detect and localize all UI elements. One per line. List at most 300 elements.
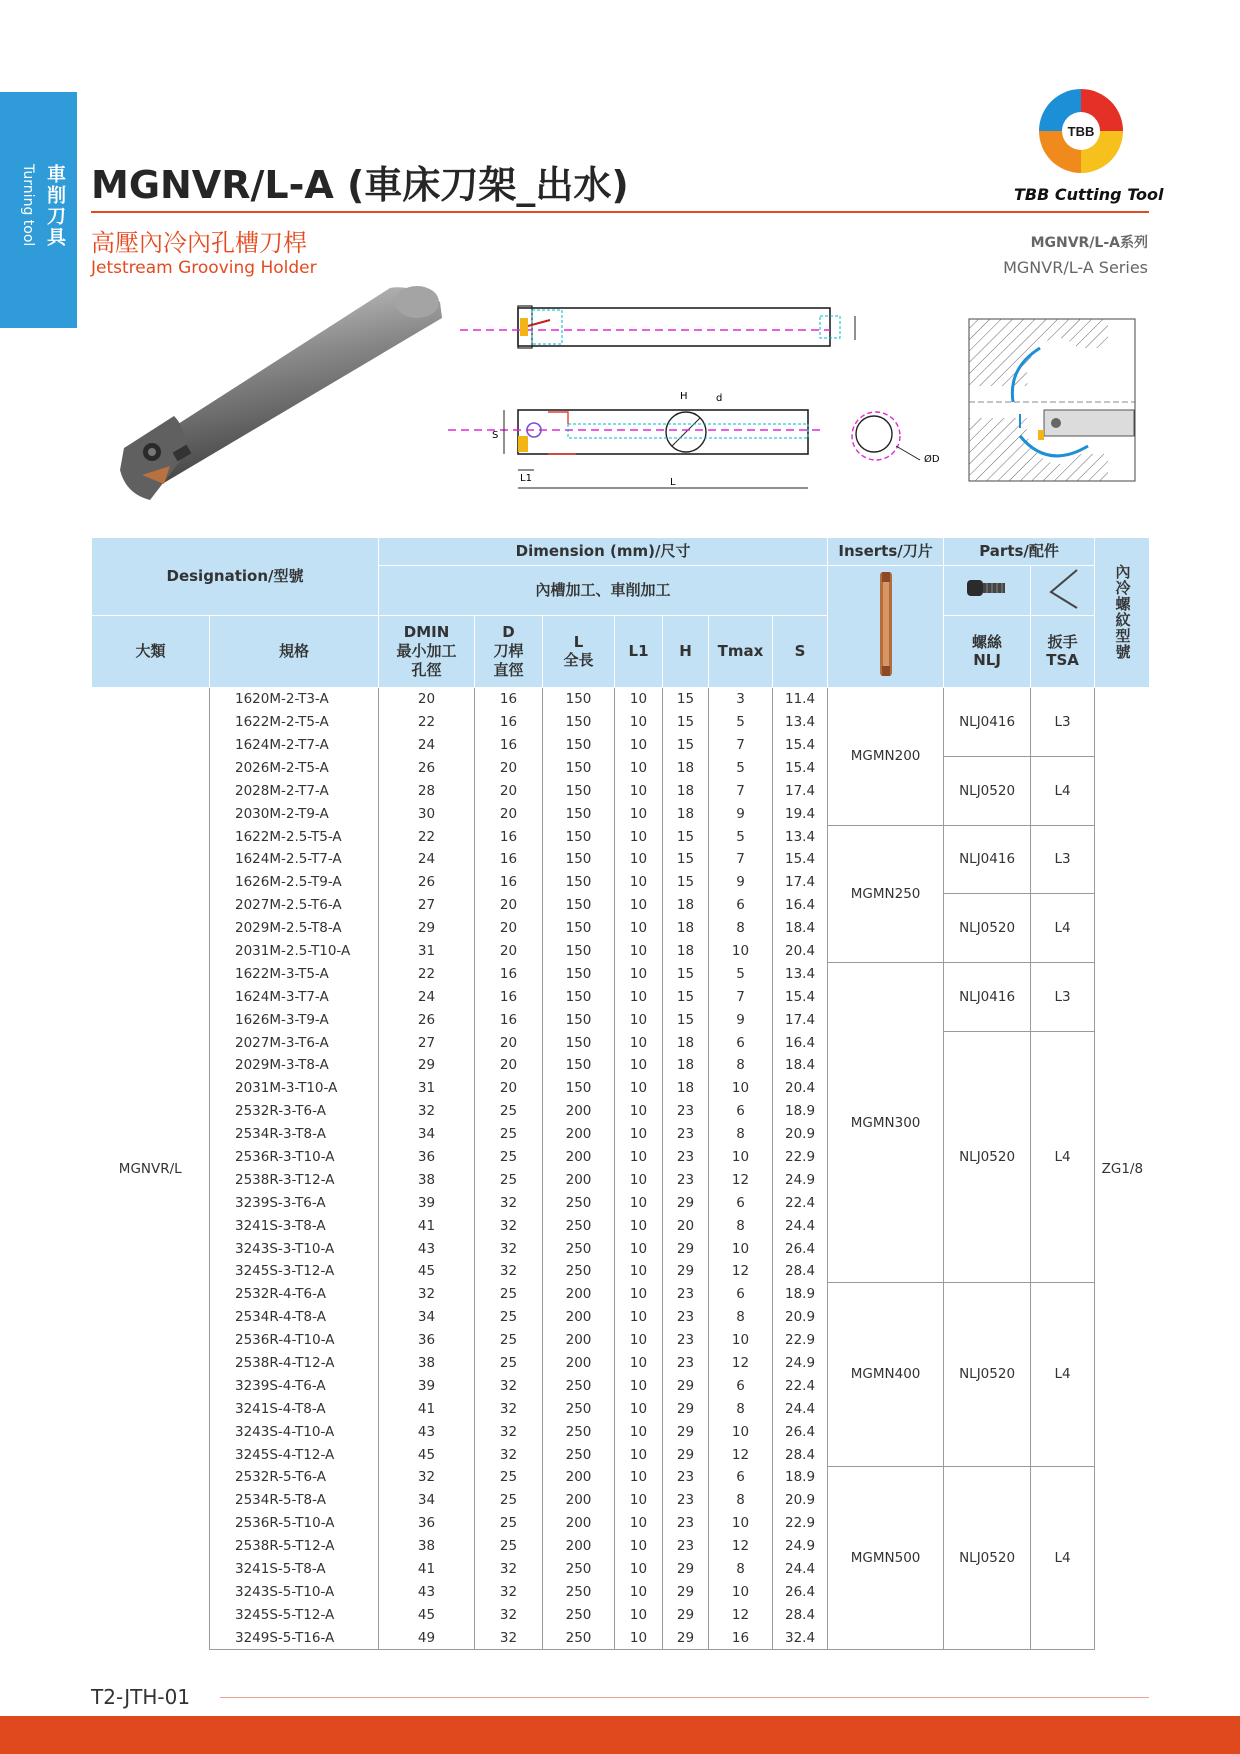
cell-tmax: 6 xyxy=(709,1374,773,1397)
cell-tmax: 10 xyxy=(709,1077,773,1100)
cell-code: 1626M-3-T9-A xyxy=(210,1008,379,1031)
cell-s: 18.9 xyxy=(773,1283,828,1306)
cell-code: 1620M-2-T3-A xyxy=(210,687,379,710)
cell-h: 15 xyxy=(663,687,709,710)
cell-tmax: 12 xyxy=(709,1535,773,1558)
wrench-cell: L4 xyxy=(1031,1031,1095,1283)
cell-s: 17.4 xyxy=(773,871,828,894)
cell-tmax: 12 xyxy=(709,1260,773,1283)
cell-d: 20 xyxy=(475,756,543,779)
header-designation: Designation/型號 xyxy=(92,538,379,616)
header-tmax: Tmax xyxy=(709,615,773,687)
cell-dmin: 41 xyxy=(379,1397,475,1420)
cell-l: 200 xyxy=(543,1283,615,1306)
cell-d: 32 xyxy=(475,1260,543,1283)
cell-l1: 10 xyxy=(615,779,663,802)
screw-cell: NLJ0520 xyxy=(944,894,1031,963)
cell-code: 2534R-5-T8-A xyxy=(210,1489,379,1512)
cell-dmin: 49 xyxy=(379,1626,475,1649)
cell-tmax: 10 xyxy=(709,1237,773,1260)
cell-l: 150 xyxy=(543,940,615,963)
header-inserts: Inserts/刀片 xyxy=(828,538,944,566)
cell-tmax: 5 xyxy=(709,962,773,985)
cell-l: 250 xyxy=(543,1580,615,1603)
cell-code: 2030M-2-T9-A xyxy=(210,802,379,825)
cell-dmin: 34 xyxy=(379,1306,475,1329)
cell-tmax: 10 xyxy=(709,1329,773,1352)
screw-cell: NLJ0520 xyxy=(944,1466,1031,1650)
table-row xyxy=(92,894,1150,917)
table-row xyxy=(92,687,1150,710)
dim-label-d: d xyxy=(716,393,723,404)
cell-tmax: 5 xyxy=(709,825,773,848)
cell-dmin: 38 xyxy=(379,1535,475,1558)
cell-l1: 10 xyxy=(615,1397,663,1420)
cell-l: 250 xyxy=(543,1603,615,1626)
wrench-cell: L3 xyxy=(1031,962,1095,1031)
cell-tmax: 10 xyxy=(709,1512,773,1535)
cell-d: 25 xyxy=(475,1535,543,1558)
series-en: MGNVR/L-A Series xyxy=(1003,258,1148,277)
cell-dmin: 39 xyxy=(379,1191,475,1214)
cell-tmax: 12 xyxy=(709,1352,773,1375)
cell-d: 25 xyxy=(475,1146,543,1169)
cell-dmin: 29 xyxy=(379,1054,475,1077)
cell-l: 200 xyxy=(543,1100,615,1123)
cell-l: 150 xyxy=(543,1031,615,1054)
cell-s: 13.4 xyxy=(773,825,828,848)
wrench-cell: L4 xyxy=(1031,894,1095,963)
cell-s: 20.9 xyxy=(773,1306,828,1329)
insert-cell: MGMN300 xyxy=(828,962,944,1282)
cell-d: 32 xyxy=(475,1374,543,1397)
cell-s: 24.4 xyxy=(773,1558,828,1581)
subtitle-en: Jetstream Grooving Holder xyxy=(91,258,317,278)
cell-s: 15.4 xyxy=(773,985,828,1008)
cell-h: 23 xyxy=(663,1466,709,1489)
cell-dmin: 32 xyxy=(379,1466,475,1489)
cell-dmin: 22 xyxy=(379,711,475,734)
header-s: S xyxy=(773,615,828,687)
cell-tmax: 12 xyxy=(709,1603,773,1626)
cell-tmax: 9 xyxy=(709,802,773,825)
cell-l1: 10 xyxy=(615,871,663,894)
cell-tmax: 7 xyxy=(709,734,773,757)
cell-code: 1624M-2.5-T7-A xyxy=(210,848,379,871)
cell-l1: 10 xyxy=(615,1100,663,1123)
cell-s: 24.4 xyxy=(773,1214,828,1237)
header-d: D 刀桿 直徑 xyxy=(475,615,543,687)
screw-icon xyxy=(944,566,1031,616)
cell-h: 23 xyxy=(663,1489,709,1512)
cell-code: 3249S-5-T16-A xyxy=(210,1626,379,1649)
cell-l1: 10 xyxy=(615,848,663,871)
spec-table-body xyxy=(92,687,1150,1649)
cell-code: 2532R-4-T6-A xyxy=(210,1283,379,1306)
cell-d: 20 xyxy=(475,917,543,940)
cell-l: 150 xyxy=(543,1008,615,1031)
cell-h: 18 xyxy=(663,894,709,917)
insert-image xyxy=(874,570,898,678)
cell-tmax: 8 xyxy=(709,1489,773,1512)
cell-code: 1624M-3-T7-A xyxy=(210,985,379,1008)
cell-h: 18 xyxy=(663,917,709,940)
application-drawing xyxy=(968,318,1138,484)
cell-tmax: 3 xyxy=(709,687,773,710)
wrench-image xyxy=(1043,566,1083,610)
table-row xyxy=(92,1283,1150,1306)
cell-dmin: 38 xyxy=(379,1352,475,1375)
cell-s: 15.4 xyxy=(773,848,828,871)
cell-l: 200 xyxy=(543,1352,615,1375)
cell-l1: 10 xyxy=(615,1260,663,1283)
cell-tmax: 9 xyxy=(709,1008,773,1031)
header-l: L 全長 xyxy=(543,615,615,687)
cell-h: 15 xyxy=(663,711,709,734)
cell-s: 20.4 xyxy=(773,940,828,963)
cell-h: 15 xyxy=(663,848,709,871)
cell-tmax: 7 xyxy=(709,985,773,1008)
cell-d: 20 xyxy=(475,802,543,825)
cell-l1: 10 xyxy=(615,802,663,825)
cell-d: 32 xyxy=(475,1214,543,1237)
insert-cell: MGMN250 xyxy=(828,825,944,962)
cell-l: 150 xyxy=(543,848,615,871)
cell-tmax: 12 xyxy=(709,1443,773,1466)
spec-table xyxy=(91,537,1150,1650)
wrench-cell: L3 xyxy=(1031,687,1095,756)
header-screw: 螺絲 NLJ xyxy=(944,615,1031,687)
cell-s: 18.4 xyxy=(773,1054,828,1077)
cell-l: 150 xyxy=(543,779,615,802)
cell-h: 15 xyxy=(663,985,709,1008)
cell-l1: 10 xyxy=(615,1077,663,1100)
screw-cell: NLJ0520 xyxy=(944,1283,1031,1466)
cell-h: 29 xyxy=(663,1397,709,1420)
cell-h: 18 xyxy=(663,940,709,963)
cell-d: 25 xyxy=(475,1466,543,1489)
cell-l1: 10 xyxy=(615,1123,663,1146)
side-tab-category: 車削刀具 xyxy=(44,164,66,248)
cell-s: 28.4 xyxy=(773,1603,828,1626)
cell-l1: 10 xyxy=(615,1626,663,1649)
cell-l1: 10 xyxy=(615,825,663,848)
cell-tmax: 8 xyxy=(709,1214,773,1237)
cell-d: 16 xyxy=(475,734,543,757)
side-tab-category-en: Turning tool xyxy=(20,164,36,247)
cell-tmax: 6 xyxy=(709,1283,773,1306)
cell-d: 20 xyxy=(475,940,543,963)
cell-d: 32 xyxy=(475,1626,543,1649)
cell-s: 22.4 xyxy=(773,1374,828,1397)
cell-tmax: 9 xyxy=(709,871,773,894)
cell-d: 32 xyxy=(475,1603,543,1626)
cell-dmin: 43 xyxy=(379,1420,475,1443)
cell-l1: 10 xyxy=(615,1512,663,1535)
cell-s: 18.9 xyxy=(773,1100,828,1123)
cell-s: 24.9 xyxy=(773,1168,828,1191)
cell-s: 19.4 xyxy=(773,802,828,825)
side-view-drawing xyxy=(448,388,948,500)
cell-l1: 10 xyxy=(615,1420,663,1443)
cell-l: 250 xyxy=(543,1443,615,1466)
cell-h: 23 xyxy=(663,1100,709,1123)
dim-label-h: H xyxy=(680,391,688,402)
cell-h: 18 xyxy=(663,1031,709,1054)
cell-tmax: 12 xyxy=(709,1168,773,1191)
cell-h: 29 xyxy=(663,1420,709,1443)
cell-code: 2538R-3-T12-A xyxy=(210,1168,379,1191)
cell-l1: 10 xyxy=(615,1008,663,1031)
cell-l1: 10 xyxy=(615,1146,663,1169)
cell-h: 23 xyxy=(663,1146,709,1169)
cell-l1: 10 xyxy=(615,1031,663,1054)
cell-l1: 10 xyxy=(615,985,663,1008)
cell-d: 20 xyxy=(475,1077,543,1100)
cell-h: 15 xyxy=(663,962,709,985)
cell-d: 16 xyxy=(475,825,543,848)
cell-l: 200 xyxy=(543,1512,615,1535)
cell-h: 29 xyxy=(663,1558,709,1581)
cell-s: 26.4 xyxy=(773,1420,828,1443)
cell-l1: 10 xyxy=(615,1352,663,1375)
cell-code: 2532R-5-T6-A xyxy=(210,1466,379,1489)
cell-d: 16 xyxy=(475,1008,543,1031)
cell-l: 150 xyxy=(543,894,615,917)
cell-code: 3241S-4-T8-A xyxy=(210,1397,379,1420)
cell-d: 32 xyxy=(475,1237,543,1260)
cell-d: 16 xyxy=(475,962,543,985)
footer-rule xyxy=(220,1697,1149,1698)
cell-dmin: 45 xyxy=(379,1260,475,1283)
cell-code: 2538R-5-T12-A xyxy=(210,1535,379,1558)
cell-h: 29 xyxy=(663,1237,709,1260)
dim-label-l1: L1 xyxy=(520,473,532,484)
cell-s: 20.9 xyxy=(773,1123,828,1146)
cell-s: 17.4 xyxy=(773,1008,828,1031)
cell-code: 2538R-4-T12-A xyxy=(210,1352,379,1375)
header-category: 大類 xyxy=(92,615,210,687)
cell-l: 200 xyxy=(543,1168,615,1191)
cell-l1: 10 xyxy=(615,711,663,734)
cell-d: 16 xyxy=(475,848,543,871)
cell-d: 20 xyxy=(475,779,543,802)
cell-dmin: 26 xyxy=(379,1008,475,1031)
cell-h: 15 xyxy=(663,871,709,894)
cell-l1: 10 xyxy=(615,917,663,940)
cell-dmin: 45 xyxy=(379,1443,475,1466)
cell-l: 150 xyxy=(543,687,615,710)
cell-d: 32 xyxy=(475,1558,543,1581)
cell-h: 23 xyxy=(663,1123,709,1146)
cell-s: 13.4 xyxy=(773,962,828,985)
cell-s: 16.4 xyxy=(773,1031,828,1054)
header-machining: 內槽加工、車削加工 xyxy=(379,566,828,616)
cell-l: 150 xyxy=(543,985,615,1008)
brand-logo xyxy=(1036,86,1126,176)
cell-code: 3241S-3-T8-A xyxy=(210,1214,379,1237)
cell-l1: 10 xyxy=(615,1306,663,1329)
cell-h: 15 xyxy=(663,825,709,848)
cell-s: 22.4 xyxy=(773,1191,828,1214)
series-cn: MGNVR/L-A系列 xyxy=(1030,235,1148,251)
header-dimension: Dimension (mm)/尺寸 xyxy=(379,538,828,566)
cell-l: 150 xyxy=(543,802,615,825)
cell-s: 15.4 xyxy=(773,756,828,779)
cell-code: 2031M-3-T10-A xyxy=(210,1077,379,1100)
cell-d: 25 xyxy=(475,1123,543,1146)
cell-h: 18 xyxy=(663,756,709,779)
cell-l1: 10 xyxy=(615,1191,663,1214)
screw-cell: NLJ0416 xyxy=(944,962,1031,1031)
cell-l: 250 xyxy=(543,1626,615,1649)
cell-l: 150 xyxy=(543,962,615,985)
cell-h: 29 xyxy=(663,1580,709,1603)
cell-dmin: 29 xyxy=(379,917,475,940)
cell-l1: 10 xyxy=(615,962,663,985)
insert-icon xyxy=(828,566,944,688)
cell-code: 3239S-4-T6-A xyxy=(210,1374,379,1397)
cell-h: 29 xyxy=(663,1260,709,1283)
cell-h: 15 xyxy=(663,734,709,757)
cell-l1: 10 xyxy=(615,1168,663,1191)
cell-l: 250 xyxy=(543,1260,615,1283)
cell-h: 23 xyxy=(663,1168,709,1191)
cell-code: 2532R-3-T6-A xyxy=(210,1100,379,1123)
cell-d: 25 xyxy=(475,1283,543,1306)
header-spec: 規格 xyxy=(210,615,379,687)
page-title: MGNVR/L-A (車床刀架_出水) xyxy=(91,163,629,207)
cell-s: 24.4 xyxy=(773,1397,828,1420)
cell-tmax: 10 xyxy=(709,1146,773,1169)
cell-h: 23 xyxy=(663,1329,709,1352)
dim-label-l: L xyxy=(670,477,676,488)
cell-h: 23 xyxy=(663,1512,709,1535)
cell-h: 18 xyxy=(663,1077,709,1100)
cell-l: 200 xyxy=(543,1146,615,1169)
title-rule xyxy=(91,211,1149,213)
cell-l: 150 xyxy=(543,711,615,734)
cell-h: 23 xyxy=(663,1306,709,1329)
cell-l1: 10 xyxy=(615,1283,663,1306)
cell-d: 32 xyxy=(475,1420,543,1443)
cell-l1: 10 xyxy=(615,756,663,779)
cell-code: 2536R-4-T10-A xyxy=(210,1329,379,1352)
screw-cell: NLJ0416 xyxy=(944,687,1031,756)
cell-tmax: 8 xyxy=(709,1123,773,1146)
page-code: T2-JTH-01 xyxy=(91,1685,191,1709)
cell-s: 26.4 xyxy=(773,1580,828,1603)
cell-tmax: 6 xyxy=(709,1031,773,1054)
cell-dmin: 39 xyxy=(379,1374,475,1397)
cell-s: 16.4 xyxy=(773,894,828,917)
cell-code: 3243S-3-T10-A xyxy=(210,1237,379,1260)
cell-d: 25 xyxy=(475,1100,543,1123)
cell-code: 2026M-2-T5-A xyxy=(210,756,379,779)
cell-dmin: 27 xyxy=(379,894,475,917)
cell-code: 1624M-2-T7-A xyxy=(210,734,379,757)
cell-tmax: 8 xyxy=(709,1558,773,1581)
cell-code: 3239S-3-T6-A xyxy=(210,1191,379,1214)
cell-l1: 10 xyxy=(615,894,663,917)
cell-dmin: 34 xyxy=(379,1489,475,1512)
cell-h: 29 xyxy=(663,1603,709,1626)
cell-d: 16 xyxy=(475,711,543,734)
cell-code: 3245S-3-T12-A xyxy=(210,1260,379,1283)
cell-l1: 10 xyxy=(615,687,663,710)
cell-dmin: 43 xyxy=(379,1237,475,1260)
cell-l1: 10 xyxy=(615,1237,663,1260)
cell-code: 1622M-3-T5-A xyxy=(210,962,379,985)
cell-tmax: 5 xyxy=(709,711,773,734)
cell-dmin: 32 xyxy=(379,1100,475,1123)
cell-code: 2027M-3-T6-A xyxy=(210,1031,379,1054)
cell-h: 15 xyxy=(663,1008,709,1031)
cell-dmin: 20 xyxy=(379,687,475,710)
cell-d: 32 xyxy=(475,1443,543,1466)
cell-s: 32.4 xyxy=(773,1626,828,1649)
cell-dmin: 41 xyxy=(379,1214,475,1237)
cell-d: 25 xyxy=(475,1306,543,1329)
cell-dmin: 43 xyxy=(379,1580,475,1603)
brand-logo-text: TBB xyxy=(1067,124,1095,139)
header-thread-cell xyxy=(1095,538,1150,688)
side-tab xyxy=(0,92,77,328)
cell-tmax: 10 xyxy=(709,1580,773,1603)
cell-s: 15.4 xyxy=(773,734,828,757)
cell-s: 22.9 xyxy=(773,1146,828,1169)
cell-l1: 10 xyxy=(615,1374,663,1397)
cell-d: 25 xyxy=(475,1512,543,1535)
screw-cell: NLJ0520 xyxy=(944,1031,1031,1283)
cell-l: 150 xyxy=(543,825,615,848)
insert-cell: MGMN200 xyxy=(828,687,944,825)
cell-dmin: 24 xyxy=(379,985,475,1008)
thread-cell: ZG1/8 xyxy=(1095,687,1150,1649)
cell-dmin: 36 xyxy=(379,1329,475,1352)
table-row xyxy=(92,825,1150,848)
cell-code: 2029M-3-T8-A xyxy=(210,1054,379,1077)
cell-dmin: 24 xyxy=(379,734,475,757)
cell-tmax: 6 xyxy=(709,1100,773,1123)
cell-d: 32 xyxy=(475,1191,543,1214)
cell-l1: 10 xyxy=(615,1329,663,1352)
cell-l1: 10 xyxy=(615,1443,663,1466)
cell-s: 18.9 xyxy=(773,1466,828,1489)
cell-l: 150 xyxy=(543,917,615,940)
cell-l1: 10 xyxy=(615,1558,663,1581)
cell-h: 29 xyxy=(663,1443,709,1466)
cell-h: 18 xyxy=(663,1054,709,1077)
cell-h: 20 xyxy=(663,1214,709,1237)
cell-dmin: 22 xyxy=(379,962,475,985)
cell-code: 1622M-2.5-T5-A xyxy=(210,825,379,848)
cell-d: 32 xyxy=(475,1397,543,1420)
cell-tmax: 10 xyxy=(709,1420,773,1443)
cell-d: 25 xyxy=(475,1168,543,1191)
header-wrench: 扳手 TSA xyxy=(1031,615,1095,687)
header-l1: L1 xyxy=(615,615,663,687)
cell-l: 250 xyxy=(543,1420,615,1443)
cell-s: 20.9 xyxy=(773,1489,828,1512)
cell-l: 200 xyxy=(543,1306,615,1329)
cell-h: 18 xyxy=(663,802,709,825)
top-view-drawing xyxy=(460,296,860,366)
cell-l1: 10 xyxy=(615,1214,663,1237)
cell-code: 2029M-2.5-T8-A xyxy=(210,917,379,940)
header-dmin: DMIN 最小加工 孔徑 xyxy=(379,615,475,687)
dim-label-od: ØD xyxy=(924,454,940,465)
